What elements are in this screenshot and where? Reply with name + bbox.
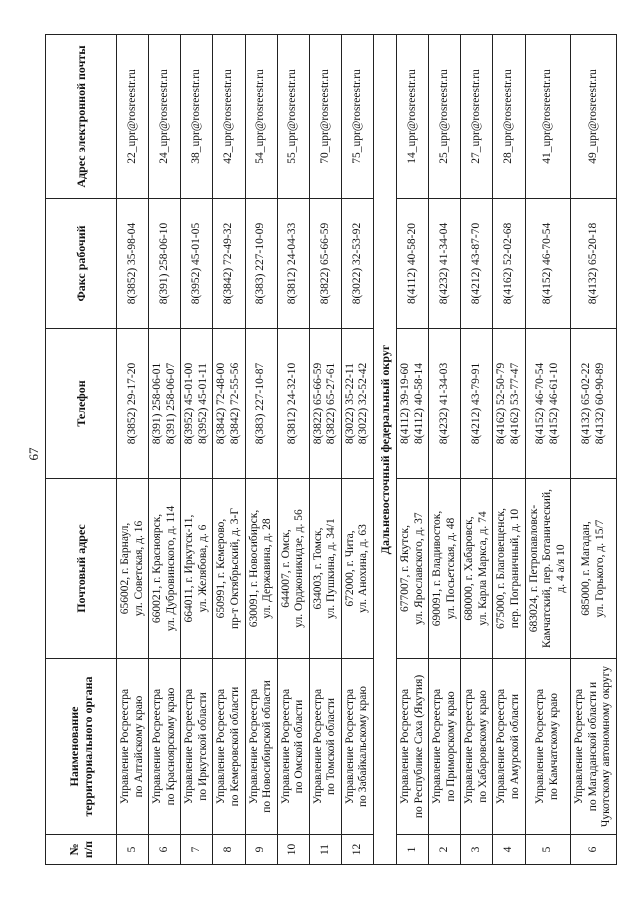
cell-address-line: ул. Дубровинского, д. 114	[164, 505, 177, 632]
header-email: Адрес электронной почты	[46, 35, 117, 199]
cell-email: 42_upr@rosreestr.ru	[213, 35, 245, 199]
cell-name-line: по Хабаровскому краю	[476, 690, 489, 803]
cell-num: 5	[525, 835, 571, 865]
cell-email: 27_upr@rosreestr.ru	[461, 35, 493, 199]
cell-name	[149, 659, 181, 835]
cell-num: 7	[181, 835, 213, 865]
table-row	[309, 35, 341, 865]
cell-phone	[397, 329, 429, 479]
table-row	[493, 35, 525, 865]
cell-phone-line: 8(383) 227-10-87	[254, 362, 267, 445]
cell-address-line: 656002, г. Барнаул,	[119, 522, 131, 615]
cell-name	[461, 659, 493, 835]
cell-name-line: по Кемеровской области	[228, 686, 241, 807]
table-row	[245, 35, 277, 865]
cell-name-line: Управление Росреестра	[463, 688, 476, 805]
cell-address-line: ул. Державина, д. 28	[261, 518, 274, 619]
cell-name-line: по Республике Саха (Якутия)	[412, 674, 425, 819]
cell-email: 28_upr@rosreestr.ru	[493, 35, 525, 199]
cell-name-line: Управление Росреестра	[343, 688, 356, 805]
cell-email: 75_upr@rosreestr.ru	[341, 35, 373, 199]
cell-phone	[181, 329, 213, 479]
cell-phone	[117, 329, 149, 479]
table-body-siberia	[117, 35, 374, 865]
table-row	[277, 35, 309, 865]
cell-name	[493, 659, 525, 835]
cell-name-line: Управление Росреестра	[247, 688, 260, 805]
cell-name-line: Управление Росреестра	[573, 688, 586, 805]
cell-address-line: д. 4 а/я 10	[554, 544, 567, 593]
table-section-fareast	[374, 35, 397, 865]
cell-address-line: 675000, г. Благовещенск,	[495, 507, 508, 630]
cell-num: 8	[213, 835, 245, 865]
cell-fax: 8(4162) 52-02-68	[493, 199, 525, 329]
cell-name-line: по Приморскому краю	[444, 691, 457, 802]
table-row	[181, 35, 213, 865]
cell-address	[309, 479, 341, 659]
cell-address-line: 630091, г. Новосибирск,	[247, 509, 260, 628]
cell-address	[277, 479, 309, 659]
cell-email: 38_upr@rosreestr.ru	[181, 35, 213, 199]
section-header-row	[374, 35, 397, 865]
cell-fax: 8(3812) 24-04-33	[277, 199, 309, 329]
cell-phone	[213, 329, 245, 479]
cell-name-line: Управление Росреестра	[215, 688, 228, 805]
cell-address-line: 650991, г. Кемерово,	[215, 518, 228, 619]
cell-address-line: 683024, г. Петропавловск-	[527, 504, 540, 633]
cell-name-line: Управление Росреестра	[183, 688, 196, 805]
cell-email: 14_upr@rosreestr.ru	[397, 35, 429, 199]
cell-address	[213, 479, 245, 659]
cell-name-line: по Амурской области	[508, 693, 521, 800]
cell-address-line: ул. Советская, д. 16	[132, 520, 145, 617]
cell-num: 4	[493, 835, 525, 865]
cell-name-line: Управление Росреестра	[431, 688, 444, 805]
cell-email: 25_upr@rosreestr.ru	[429, 35, 461, 199]
cell-name-line: Управление Росреестра	[279, 688, 292, 805]
cell-name-line: Управление Росреестра	[495, 688, 508, 805]
cell-address	[245, 479, 277, 659]
cell-name-line: Управление Росреестра	[151, 688, 164, 805]
cell-phone-line: 8(4212) 43-79-91	[470, 362, 483, 445]
cell-name	[213, 659, 245, 835]
cell-address-line: 634003, г. Томск,	[311, 527, 324, 610]
cell-phone-line: 8(4132) 60-90-89	[593, 362, 606, 445]
cell-name-line: по Алтайскому краю	[132, 695, 145, 798]
cell-name-line: по Магаданской области и	[586, 681, 599, 812]
cell-fax: 8(3022) 32-53-92	[341, 199, 373, 329]
cell-address	[397, 479, 429, 659]
cell-phone-line: 8(3822) 65-27-61	[325, 362, 338, 445]
cell-phone-line: 8(4152) 46-70-54	[534, 362, 547, 445]
table-row	[213, 35, 245, 865]
cell-address	[341, 479, 373, 659]
cell-name-line: по Иркутской области	[196, 692, 209, 801]
cell-address-line: 644007, г. Омск,	[279, 529, 292, 608]
cell-name-line: по Новосибирской области	[261, 680, 274, 813]
header-name: Наименование территориального органа	[46, 659, 117, 835]
header-address: Почтовый адрес	[46, 479, 117, 659]
cell-address	[525, 479, 571, 659]
cell-phone-line: 8(4152) 46-61-10	[547, 362, 560, 445]
cell-phone	[571, 329, 617, 479]
table-row	[341, 35, 373, 865]
cell-num: 6	[149, 835, 181, 865]
cell-email: 54_upr@rosreestr.ru	[245, 35, 277, 199]
cell-address-line: 672000, г. Чита,	[343, 530, 356, 607]
cell-name	[117, 659, 149, 835]
cell-phone-line: 8(391) 258-06-07	[164, 362, 177, 445]
cell-phone	[525, 329, 571, 479]
cell-email: 70_upr@rosreestr.ru	[309, 35, 341, 199]
cell-num: 6	[571, 835, 617, 865]
cell-phone-line: 8(3022) 35-22-11	[343, 362, 356, 445]
table-row	[571, 35, 617, 865]
cell-phone-line: 8(391) 258-06-01	[151, 362, 164, 445]
cell-address-line: 680000, г. Хабаровск,	[463, 516, 476, 621]
cell-phone-line: 8(4162) 53-77-47	[508, 362, 521, 445]
cell-fax: 8(3952) 45-01-05	[181, 199, 213, 329]
cell-address	[461, 479, 493, 659]
cell-address-line: ул. Желябова, д. 6	[196, 524, 209, 613]
cell-address-line: 660021, г. Красноярск,	[151, 513, 164, 624]
cell-address-line: ул. Горького, д. 15/7	[593, 519, 606, 618]
cell-name-line: Управление Росреестра	[534, 688, 547, 805]
cell-phone-line: 8(3812) 24-32-10	[286, 362, 299, 445]
cell-name	[571, 659, 617, 835]
table-row	[461, 35, 493, 865]
cell-phone	[429, 329, 461, 479]
cell-address-line: пер. Пограничный, д. 10	[508, 508, 521, 629]
cell-email: 22_upr@rosreestr.ru	[117, 35, 149, 199]
cell-name-line: по Томской области	[325, 697, 338, 796]
cell-name	[245, 659, 277, 835]
cell-fax: 8(391) 258-06-10	[149, 199, 181, 329]
cell-fax: 8(4232) 41-34-04	[429, 199, 461, 329]
cell-address	[571, 479, 617, 659]
header-phone: Телефон	[46, 329, 117, 479]
cell-fax: 8(4152) 46-70-54	[525, 199, 571, 329]
cell-phone-line: 8(4232) 41-34-03	[437, 362, 450, 445]
cell-phone-line: 8(4112) 39-19-60	[399, 362, 411, 445]
cell-num: 1	[397, 835, 429, 865]
cell-address-line: ул. Анохина, д. 63	[357, 524, 370, 613]
cell-name-line: Чукотскому автономному округу	[600, 665, 613, 828]
cell-num: 9	[245, 835, 277, 865]
cell-phone	[245, 329, 277, 479]
cell-phone	[309, 329, 341, 479]
table-row	[429, 35, 461, 865]
cell-num: 11	[309, 835, 341, 865]
cell-name-line: по Красноярскому краю	[164, 687, 177, 806]
cell-email: 41_upr@rosreestr.ru	[525, 35, 571, 199]
cell-phone-line: 8(3852) 29-17-20	[125, 362, 138, 445]
header-num: № п/п	[46, 835, 117, 865]
cell-address-line: пр-т Октябрьский, д. 3-Г	[228, 508, 241, 629]
cell-name	[309, 659, 341, 835]
cell-phone	[461, 329, 493, 479]
cell-email: 55_upr@rosreestr.ru	[277, 35, 309, 199]
cell-phone-line: 8(4112) 40-58-14	[412, 362, 425, 445]
cell-address-line: ул. Орджоникидзе, д. 56	[293, 509, 306, 628]
cell-fax: 8(3852) 35-98-04	[117, 199, 149, 329]
cell-address-line: ул. Пушкина, д. 34/1	[325, 518, 338, 619]
cell-name-line: по Камчатскому краю	[547, 693, 560, 801]
cell-address-line: ул. Ярославского, д. 37	[412, 512, 425, 625]
cell-address-line: 690091, г. Владивосток,	[431, 510, 444, 627]
cell-num: 5	[117, 835, 149, 865]
page-number: 67	[26, 447, 41, 461]
cell-fax: 8(4212) 43-87-70	[461, 199, 493, 329]
cell-email: 49_upr@rosreestr.ru	[571, 35, 617, 199]
cell-name	[429, 659, 461, 835]
cell-name-line: по Омской области	[293, 699, 306, 794]
cell-address-line: ул. Посьетская, д. 48	[444, 517, 457, 620]
cell-num: 2	[429, 835, 461, 865]
cell-address-line: Камчатский, пер. Ботанический,	[541, 489, 554, 648]
cell-address-line: 685000, г. Магадан,	[579, 521, 592, 616]
cell-name-line: Управление Росреестра	[399, 688, 411, 805]
cell-fax: 8(4112) 40-58-20	[397, 199, 429, 329]
cell-name-line: Управление Росреестра	[311, 688, 324, 805]
cell-phone-line: 8(3842) 72-55-56	[228, 362, 241, 445]
cell-phone-line: 8(3842) 72-48-00	[215, 362, 228, 445]
table-header-row	[46, 35, 117, 865]
cell-address	[149, 479, 181, 659]
cell-name	[181, 659, 213, 835]
cell-phone	[277, 329, 309, 479]
cell-phone-line: 8(4162) 52-50-79	[495, 362, 508, 445]
cell-phone-line: 8(3952) 45-01-11	[196, 362, 209, 445]
cell-num: 3	[461, 835, 493, 865]
cell-name	[341, 659, 373, 835]
cell-phone	[493, 329, 525, 479]
cell-address	[493, 479, 525, 659]
table-row	[117, 35, 149, 865]
table-row	[149, 35, 181, 865]
cell-address	[181, 479, 213, 659]
cell-address	[429, 479, 461, 659]
cell-address	[117, 479, 149, 659]
cell-address-line: 664011, г. Иркутск-11,	[183, 514, 196, 623]
cell-name	[397, 659, 429, 835]
table-body-fareast	[397, 35, 617, 865]
cell-phone-line: 8(4132) 65-02-22	[579, 362, 592, 445]
cell-phone-line: 8(3952) 45-01-00	[183, 362, 196, 445]
cell-email: 24_upr@rosreestr.ru	[149, 35, 181, 199]
cell-fax: 8(4132) 65-20-18	[571, 199, 617, 329]
rotated-page	[45, 35, 613, 865]
cell-name-line: Управление Росреестра	[119, 688, 131, 805]
cell-phone	[149, 329, 181, 479]
cell-phone-line: 8(3822) 65-66-59	[311, 362, 324, 445]
cell-fax: 8(383) 227-10-09	[245, 199, 277, 329]
cell-num: 12	[341, 835, 373, 865]
section-title-fareast: Дальневосточный федеральный округ	[374, 35, 397, 865]
cell-fax: 8(3822) 65-66-59	[309, 199, 341, 329]
cell-name-line: по Забайкальскому краю	[357, 686, 370, 807]
cell-name	[525, 659, 571, 835]
cell-address-line: 677007, г. Якутск,	[399, 525, 411, 612]
territorial-offices-table	[45, 34, 617, 865]
cell-fax: 8(3842) 72-49-32	[213, 199, 245, 329]
cell-name	[277, 659, 309, 835]
table-row	[525, 35, 571, 865]
cell-phone-line: 8(3022) 32-52-42	[357, 362, 370, 445]
cell-num: 10	[277, 835, 309, 865]
cell-address-line: ул. Карла Маркса, д. 74	[476, 511, 489, 626]
table-row	[397, 35, 429, 865]
cell-phone	[341, 329, 373, 479]
header-fax: Факс рабочий	[46, 199, 117, 329]
